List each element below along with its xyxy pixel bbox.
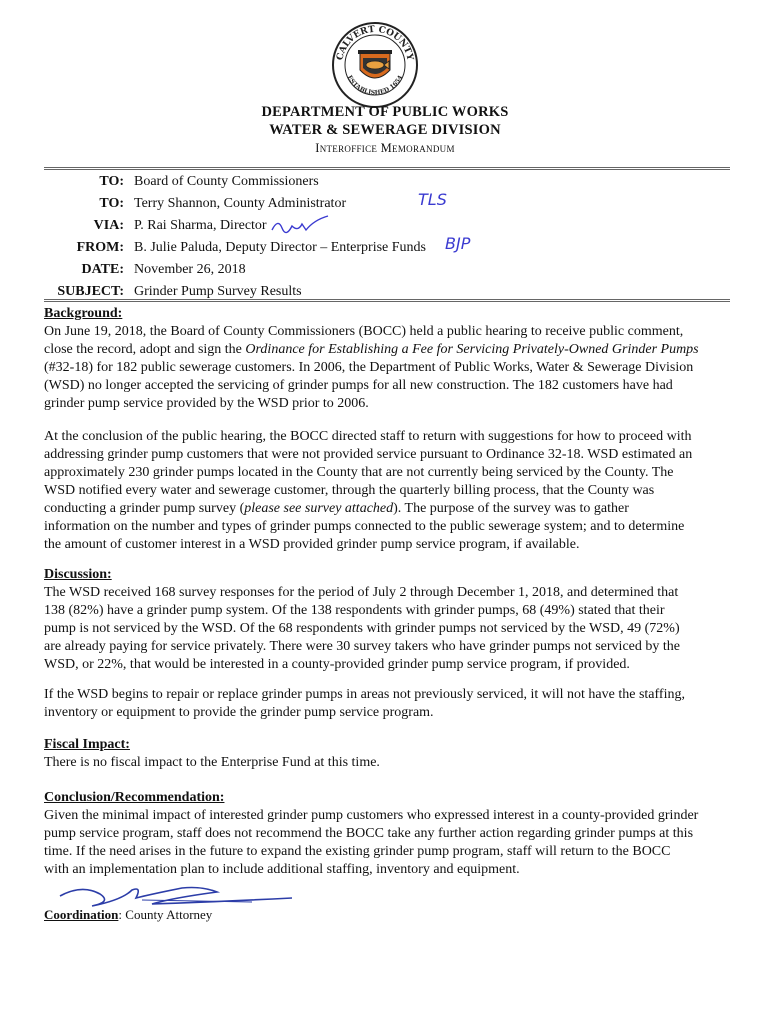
- text-line: (WSD) no longer accepted the servicing of grinder pumps for all new construction. The 182 customers have had: [44, 378, 673, 393]
- division-title: WATER & SEWERAGE DIVISION: [269, 122, 501, 138]
- text-line: the amount of customer interest in a WSD provided grinder pump service program, if available.: [44, 537, 580, 552]
- fiscal-impact-heading: Fiscal Impact:: [44, 737, 130, 752]
- text-line: pump is not serviced by the WSD. Of the 68 respondents with grinder pumps not serviced by the WSD, 49 (72%): [44, 621, 680, 636]
- text-line: Given the minimal impact of interested grinder pump customers who expressed interest in a county-provided grinder: [44, 808, 699, 823]
- coordination-value: : County Attorney: [118, 907, 213, 922]
- discussion-paragraph-2: [44, 686, 730, 722]
- addr-label: DATE:: [81, 262, 124, 277]
- text-line: addressing grinder pump customers that were not provided service pursuant to Ordinance 32-18. WSD estimated an: [44, 447, 693, 462]
- text-line: There is no fiscal impact to the Enterprise Fund at this time.: [44, 755, 380, 770]
- addr-value: B. Julie Paluda, Deputy Director – Enterprise Funds: [134, 240, 427, 255]
- text-line: grinder pump service provided by the WSD prior to 2006.: [44, 396, 369, 411]
- text-line: WSD notified every water and sewerage customer, through the quarterly billing process, that the County was: [44, 483, 655, 498]
- conclusion-heading: Conclusion/Recommendation:: [44, 790, 225, 805]
- coordination-line: [44, 906, 212, 924]
- coordination-label: Coordination: [44, 907, 119, 922]
- header-divider: [44, 167, 730, 170]
- text-line: (#32-18) for 182 public sewerage customers. In 2006, the Department of Public Works, Water & Sewerage Division: [44, 360, 694, 375]
- text-line: with an implementation plan to include additional staffing, inventory and equipment.: [44, 862, 520, 877]
- text-line: The WSD received 168 survey responses for the period of July 2 through December 1, 2018, and determined that: [44, 585, 679, 600]
- addr-label: SUBJECT:: [57, 284, 124, 299]
- addr-value: Board of County Commissioners: [134, 174, 319, 189]
- text-line: are already paying for service privately. There were 30 survey takers who have grinder pumps not serviced by the: [44, 639, 680, 654]
- text-span: conducting a grinder pump survey (: [44, 501, 245, 516]
- text-line: pump service program, staff does not recommend the BOCC take any further action regarding grinder pumps at this: [44, 826, 694, 841]
- handwritten-initials-tls: TLS: [418, 190, 447, 209]
- background-paragraph-2: [44, 428, 730, 554]
- text-line: On June 19, 2018, the Board of County Commissioners (BOCC) held a public hearing to receive public comment,: [44, 324, 684, 339]
- addr-value: November 26, 2018: [134, 262, 246, 277]
- county-seal-logo: [330, 20, 420, 110]
- text-line: If the WSD begins to repair or replace grinder pumps in areas not previously serviced, it will not have the staffing,: [44, 687, 685, 702]
- addr-value: Terry Shannon, County Administrator: [134, 196, 347, 211]
- text-line: [44, 341, 730, 359]
- discussion-heading: Discussion:: [44, 567, 112, 582]
- background-heading: Background:: [44, 306, 123, 321]
- text-line: At the conclusion of the public hearing, the BOCC directed staff to return with suggestions for how to proceed with: [44, 429, 692, 444]
- survey-note: please see survey attached: [244, 501, 394, 516]
- text-span: ). The purpose of the survey was to gather: [393, 501, 629, 516]
- text-line: [44, 500, 730, 518]
- conclusion-paragraph: [44, 807, 730, 879]
- addr-label: FROM:: [76, 240, 124, 255]
- text-line: information on the number and types of grinder pumps connected to the public sewerage system; and to determine: [44, 519, 685, 534]
- seal-text-bottom: ESTABLISHED 1654: [345, 74, 405, 97]
- text-line: 138 (82%) have a grinder pump system. Of the 138 respondents with grinder pumps, 68 (49%) stated that their: [44, 603, 665, 618]
- addr-label: VIA:: [93, 218, 124, 233]
- director-initials-signature: [270, 214, 330, 236]
- department-title: DEPARTMENT OF PUBLIC WORKS: [261, 104, 509, 120]
- subject-divider: [44, 299, 730, 302]
- addr-value: Grinder Pump Survey Results: [134, 284, 302, 299]
- text-line: inventory or equipment to provide the grinder pump service program.: [44, 705, 434, 720]
- seal-text-top: CALVERT COUNTY: [335, 24, 415, 62]
- text-span: close the record, adopt and sign the: [44, 342, 246, 357]
- addr-label: TO:: [99, 196, 124, 211]
- text-line: approximately 230 grinder pumps located in the County that are not currently being serviced by the County. The: [44, 465, 674, 480]
- addr-label: TO:: [99, 174, 124, 189]
- addr-value: P. Rai Sharma, Director: [134, 218, 267, 233]
- text-line: WSD, or 22%, that would be interested in a county-provided grinder pump service program, if provided.: [44, 657, 630, 672]
- ordinance-title: Ordinance for Establishing a Fee for Servicing Privately-Owned Grinder Pumps: [245, 342, 699, 357]
- text-line: time. If the need arises in the future to expand the existing grinder pump program, staff will return to the BOCC: [44, 844, 671, 859]
- fiscal-impact-paragraph: [44, 754, 730, 772]
- background-paragraph-1: [44, 323, 730, 413]
- memo-type: Interoffice Memorandum: [315, 141, 455, 155]
- discussion-paragraph-1: [44, 584, 730, 674]
- handwritten-initials-bjp: BJP: [445, 234, 471, 253]
